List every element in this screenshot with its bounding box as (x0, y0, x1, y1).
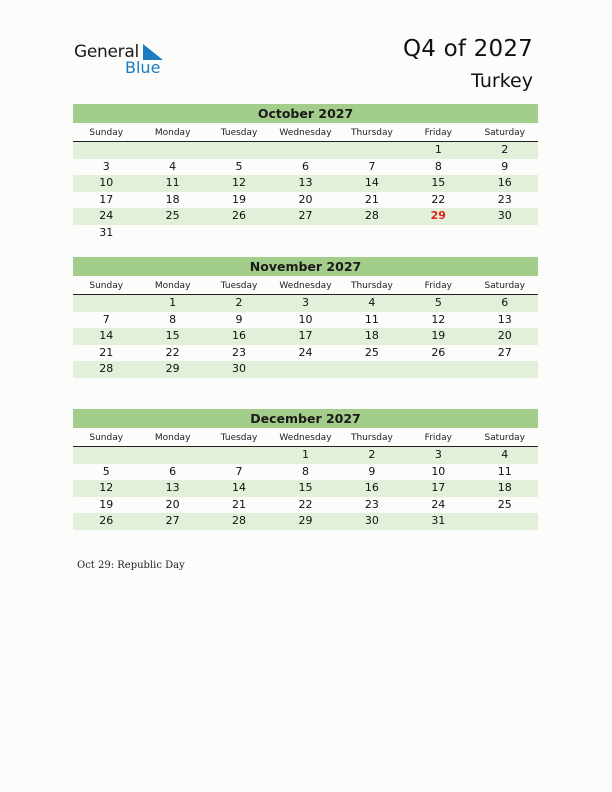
day-cell: 25 (497, 497, 512, 511)
page-title: Q4 of 2027 (402, 36, 533, 62)
week-row (73, 312, 538, 329)
weekday-label: Saturday (484, 128, 526, 138)
day-cell (339, 225, 405, 242)
day-cell: 20 (165, 497, 180, 511)
day-cell: 11 (364, 312, 379, 326)
day-cell: 22 (165, 345, 180, 359)
month-november (73, 257, 538, 378)
day-cell (73, 142, 139, 159)
weekday-label: Wednesday (279, 433, 332, 443)
week-row (73, 142, 538, 159)
day-cell: 24 (298, 345, 313, 359)
day-cell (73, 295, 139, 312)
day-cell: 24 (99, 209, 114, 223)
month-october (73, 104, 538, 242)
day-cell: 6 (501, 296, 509, 309)
day-cell: 8 (301, 464, 309, 478)
day-cell: 23 (232, 345, 247, 359)
day-cell: 8 (434, 159, 442, 173)
logo-text-blue: Blue (125, 58, 161, 77)
day-cell: 19 (431, 329, 446, 343)
day-cell: 5 (434, 296, 442, 309)
week-row (73, 513, 538, 530)
day-cell: 21 (232, 497, 247, 511)
day-cell: 3 (301, 296, 309, 309)
weekday-header-row (73, 278, 538, 295)
day-cell: 18 (165, 192, 180, 206)
day-cell: 20 (497, 329, 512, 343)
day-cell: 7 (235, 464, 243, 478)
weekday-header-row (73, 125, 538, 142)
holiday-day-cell: 29 (430, 209, 446, 223)
weekday-label: Monday (154, 281, 191, 291)
weekday-label: Thursday (350, 281, 393, 291)
day-cell: 11 (497, 464, 512, 478)
day-cell: 11 (165, 176, 180, 190)
day-cell: 4 (368, 296, 376, 309)
week-row (73, 497, 538, 514)
weekday-label: Thursday (350, 128, 393, 138)
week-row (73, 464, 538, 481)
weekday-label: Friday (424, 281, 452, 291)
week-row (73, 192, 538, 209)
day-cell: 4 (501, 448, 509, 461)
logo-text-general: General (74, 42, 139, 62)
weekday-label: Monday (154, 433, 191, 443)
day-cell: 16 (232, 329, 247, 343)
day-cell (139, 142, 205, 159)
week-row (73, 480, 538, 497)
day-cell: 14 (364, 176, 379, 190)
day-cell: 16 (497, 176, 512, 190)
day-cell: 20 (298, 192, 313, 206)
day-cell: 14 (99, 329, 114, 343)
day-cell: 5 (235, 159, 243, 173)
day-cell: 23 (364, 497, 379, 511)
weekday-label: Sunday (89, 281, 124, 291)
day-cell (206, 225, 272, 242)
day-cell: 13 (165, 481, 180, 495)
week-row (73, 345, 538, 362)
day-cell: 31 (99, 225, 114, 239)
holiday-notes (77, 560, 185, 571)
day-cell: 16 (364, 481, 379, 495)
day-cell: 28 (364, 209, 379, 223)
day-cell: 7 (102, 312, 110, 326)
month-header: November 2027 (73, 257, 538, 276)
day-cell: 30 (497, 209, 512, 223)
week-row (73, 328, 538, 345)
day-cell: 1 (301, 448, 309, 461)
generalblue-logo (74, 42, 174, 78)
day-cell: 12 (99, 481, 114, 495)
day-cell: 30 (232, 362, 247, 376)
day-cell: 17 (298, 329, 313, 343)
day-cell: 27 (497, 345, 512, 359)
weekday-label: Tuesday (220, 281, 258, 291)
day-cell: 25 (364, 345, 379, 359)
month-header: December 2027 (73, 409, 538, 428)
day-cell: 2 (501, 143, 509, 156)
weekday-label: Tuesday (220, 433, 258, 443)
weekday-label: Sunday (89, 128, 124, 138)
day-cell: 27 (298, 209, 313, 223)
weekday-label: Sunday (89, 433, 124, 443)
day-cell: 15 (431, 176, 446, 190)
day-cell: 1 (434, 143, 442, 156)
day-cell (339, 361, 405, 378)
day-cell: 18 (497, 481, 512, 495)
day-cell: 22 (431, 192, 446, 206)
holiday-note: Oct 29: Republic Day (77, 560, 185, 571)
day-cell: 13 (497, 312, 512, 326)
day-cell (206, 447, 272, 464)
day-cell: 9 (501, 159, 509, 173)
day-cell: 8 (169, 312, 177, 326)
day-cell: 3 (102, 159, 110, 173)
day-cell: 28 (232, 514, 247, 528)
day-cell: 6 (301, 159, 309, 173)
weekday-label: Tuesday (220, 128, 258, 138)
day-cell: 26 (232, 209, 247, 223)
day-cell (472, 225, 538, 242)
day-cell: 24 (431, 497, 446, 511)
day-cell (472, 513, 538, 530)
day-cell (73, 447, 139, 464)
week-row (73, 295, 538, 312)
day-cell (272, 142, 338, 159)
week-row (73, 159, 538, 176)
day-cell: 19 (99, 497, 114, 511)
day-cell (272, 361, 338, 378)
weekday-label: Friday (424, 433, 452, 443)
day-cell: 10 (431, 464, 446, 478)
day-cell: 22 (298, 497, 313, 511)
day-cell: 9 (368, 464, 376, 478)
day-cell: 15 (298, 481, 313, 495)
country-name: Turkey (471, 70, 533, 92)
weekday-label: Friday (424, 128, 452, 138)
day-cell: 7 (368, 159, 376, 173)
day-cell: 17 (99, 192, 114, 206)
day-cell: 29 (298, 514, 313, 528)
day-cell: 6 (169, 464, 177, 478)
day-cell: 19 (232, 192, 247, 206)
week-row (73, 225, 538, 242)
day-cell: 31 (431, 514, 446, 528)
day-cell: 18 (364, 329, 379, 343)
day-cell: 13 (298, 176, 313, 190)
day-cell: 2 (368, 448, 376, 461)
day-cell (206, 142, 272, 159)
day-cell: 1 (169, 296, 177, 309)
week-row (73, 447, 538, 464)
day-cell: 10 (298, 312, 313, 326)
day-cell (139, 225, 205, 242)
week-row (73, 361, 538, 378)
day-cell: 21 (99, 345, 114, 359)
weekday-label: Wednesday (279, 128, 332, 138)
week-row (73, 208, 538, 225)
day-cell: 21 (364, 192, 379, 206)
weekday-label: Monday (154, 128, 191, 138)
day-cell: 9 (235, 312, 243, 326)
day-cell: 5 (102, 464, 110, 478)
weekday-header-row (73, 430, 538, 447)
day-cell: 12 (232, 176, 247, 190)
day-cell (339, 142, 405, 159)
day-cell: 2 (235, 296, 243, 309)
day-cell: 25 (165, 209, 180, 223)
day-cell (405, 361, 471, 378)
day-cell (272, 225, 338, 242)
day-cell (405, 225, 471, 242)
day-cell: 30 (364, 514, 379, 528)
day-cell (472, 361, 538, 378)
weekday-label: Saturday (484, 433, 526, 443)
day-cell: 10 (99, 176, 114, 190)
day-cell: 15 (165, 329, 180, 343)
day-cell: 23 (497, 192, 512, 206)
month-december (73, 409, 538, 530)
day-cell (139, 447, 205, 464)
day-cell: 26 (99, 514, 114, 528)
week-row (73, 175, 538, 192)
day-cell: 3 (434, 448, 442, 461)
weekday-label: Saturday (484, 281, 526, 291)
day-cell: 26 (431, 345, 446, 359)
day-cell: 27 (165, 514, 180, 528)
weekday-label: Thursday (350, 433, 393, 443)
day-cell: 14 (232, 481, 247, 495)
day-cell: 4 (169, 159, 177, 173)
day-cell: 12 (431, 312, 446, 326)
day-cell: 28 (99, 362, 114, 376)
day-cell: 29 (165, 362, 180, 376)
month-header: October 2027 (73, 104, 538, 123)
weekday-label: Wednesday (279, 281, 332, 291)
day-cell: 17 (431, 481, 446, 495)
